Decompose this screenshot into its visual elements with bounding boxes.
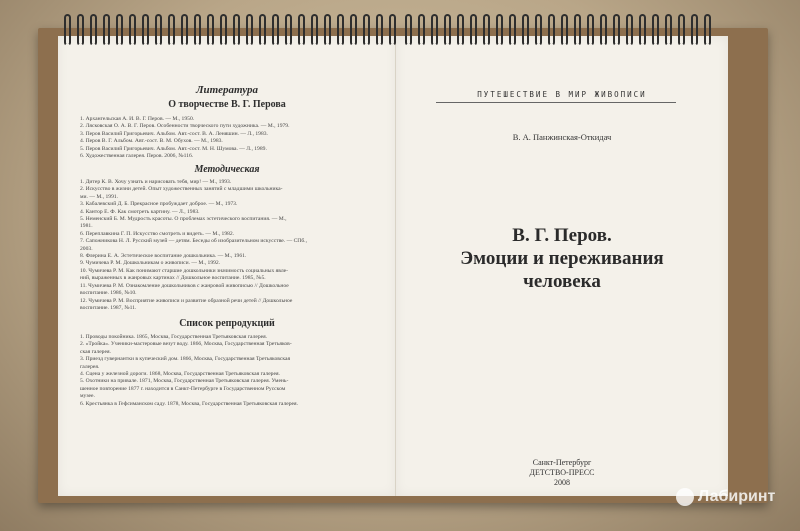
list-item: 5. Перов Василий Григорьевич. Альбом. Авт.-сост. М. Н. Шумова. — Л., 1989. [80, 145, 267, 152]
list-item: 7. Сапожникова Н. Л. Русский музей — детям. Беседы об изобразительном искусстве. — СПб., [80, 238, 307, 245]
binder-ring [626, 14, 633, 46]
binder-rings-right [405, 14, 711, 48]
binder-ring [64, 14, 71, 46]
binder-ring [129, 14, 136, 46]
binder-ring [194, 14, 201, 46]
list-item: 2. «Тройка». Ученики-мастеровые везут воду. 1866, Москва, Государственная Третьяков- [80, 341, 292, 348]
binder-ring [285, 14, 292, 46]
binder-ring [522, 14, 529, 46]
binder-ring [535, 14, 542, 46]
book-title-line-3: человека [523, 271, 601, 292]
list-item: 3. Кабалевский Д. Б. Прекрасное пробуждает доброе. — М., 1973. [80, 201, 238, 208]
reproductions-list [80, 334, 380, 408]
binder-ring [155, 14, 162, 46]
list-item: 2. Лясковская О. А. В. Г. Перов. Особенности творческого пути художника. — М., 1979. [80, 123, 290, 130]
list-item: 5. Охотники на привале. 1871, Москва, Государственная Третьяковская галерея. Умень- [80, 378, 289, 385]
left-page [58, 36, 396, 496]
list-item: 1. Архангельская А. И. В. Г. Перов. — М., 1950. [80, 116, 195, 122]
binder-ring [483, 14, 490, 46]
binder-ring [363, 14, 370, 46]
list-item: 8. Флерина Е. А. Эстетическое воспитание дошкольника. — М., 1961. [80, 253, 247, 260]
list-item: шенное повторение 1877 г. находится в Санкт-Петербурге в Государственном Русском [80, 385, 286, 392]
book-title-line-2: Эмоции и переживания [460, 248, 664, 269]
list-item: 9. Чумичева Р. М. Дошкольникам о живописи. — М., 1992. [80, 260, 221, 267]
watermark-text: Лабиринт [698, 488, 776, 505]
list-item: 1. Дитер К. В. Хочу узнать и нарисовать тебя, мир! — М., 1993. [80, 179, 232, 185]
binder-ring [168, 14, 175, 46]
list-item: воспитание. 1986, №10. [80, 290, 137, 297]
list-item: 4. Сцена у железной дороги. 1868, Москва, Государственная Третьяковская галерея. [80, 371, 280, 378]
methodical-heading: Методическая [194, 164, 260, 175]
binder-ring [350, 14, 357, 46]
binder-ring [311, 14, 318, 46]
binder-ring [233, 14, 240, 46]
list-item: ми. — М., 1991. [80, 193, 119, 200]
binder-ring [665, 14, 672, 46]
binder-rings-left [64, 14, 396, 48]
list-item: 4. Перов В. Г. Альбом. Авт.-сост. В. М. Обухов. — М., 1983. [80, 138, 223, 145]
binder-ring [561, 14, 568, 46]
binder-ring [639, 14, 646, 46]
literature-subheading: О творчестве В. Г. Перова [168, 99, 286, 110]
binder-ring [259, 14, 266, 46]
list-item: 10. Чумичева Р. М. Как понимают старшие дошкольники значимость социальных явле- [80, 267, 288, 274]
series-title: ПУТЕШЕСТВИЕ В МИР ЖИВОПИСИ [477, 90, 647, 99]
list-item: 6. Крестьянка в Гефсиманском саду. 1878, Москва, Государственная Третьяковская галерея. [80, 400, 298, 407]
binder-ring [207, 14, 214, 46]
literature-list [80, 116, 380, 160]
right-page [396, 36, 728, 496]
list-item: 6. Переплавкина Г. П. Искусство смотреть и видеть. — М., 1982. [80, 230, 235, 237]
binder-ring [587, 14, 594, 46]
binder-ring [548, 14, 555, 46]
binder-ring [77, 14, 84, 46]
list-item: 11. Чумичева Р. М. Ознакомление дошкольников с жанровой живописью // Дошкольное [80, 282, 289, 289]
binder-ring [142, 14, 149, 46]
binder-ring [496, 14, 503, 46]
list-item: 5. Неменский Б. М. Мудрость красоты. О проблемах эстетического воспитания. — М., [80, 216, 287, 223]
publisher-name: ДЕТСТВО-ПРЕСС [529, 468, 595, 477]
binder-ring [116, 14, 123, 46]
list-item: 2. Искусство в жизни детей. Опыт художественных занятий с младшими школьника- [80, 186, 283, 193]
binder-ring [444, 14, 451, 46]
list-item: 6. Художественная галерея. Перов. 2006, №116. [80, 153, 194, 160]
list-item: галерея. [80, 363, 100, 370]
literature-heading: Литература [196, 84, 258, 96]
binder-ring [457, 14, 464, 46]
binder-ring [652, 14, 659, 46]
list-item: ний, выраженных в жанровых картинах // Дошкольное воспитание. 1985, №5. [80, 275, 266, 282]
list-item: 3. Приезд гувернантки в купеческий дом. 1866, Москва, Государственная Третьяковская [80, 356, 291, 363]
binder-ring [600, 14, 607, 46]
list-item: 12. Чумичева Р. М. Восприятие живописи и развитие образной речи детей // Дошкольное [80, 297, 293, 304]
binder-ring [324, 14, 331, 46]
binder-ring [246, 14, 253, 46]
binder-ring [678, 14, 685, 46]
binder-ring [181, 14, 188, 46]
binder-ring [574, 14, 581, 46]
binder-ring [337, 14, 344, 46]
publication-year: 2008 [554, 478, 570, 487]
binder-ring [272, 14, 279, 46]
reproductions-heading: Список репродукций [179, 318, 275, 329]
list-item: музее. [80, 393, 95, 400]
binder-ring [509, 14, 516, 46]
binder-ring [431, 14, 438, 46]
list-item: 3. Перов Василий Григорьевич. Альбом. Авт.-сост. В. А. Леняшин. — Л., 1983. [80, 130, 268, 137]
binder-ring [220, 14, 227, 46]
list-item: 1. Проводы покойника. 1865, Москва, Государственная Третьяковская галерея. [80, 334, 268, 340]
list-item: воспитание. 1987, №11. [80, 304, 137, 311]
series-rule [436, 102, 676, 103]
binder-ring [405, 14, 412, 46]
binder-ring [418, 14, 425, 46]
publisher-city: Санкт-Петербург [532, 458, 592, 467]
list-item: 1981. [80, 223, 93, 230]
list-item: ская галерея. [80, 348, 111, 355]
binder-ring [298, 14, 305, 46]
binder-ring [704, 14, 711, 46]
methodical-list [80, 179, 380, 312]
binder-ring [691, 14, 698, 46]
labirint-logo-icon [676, 488, 694, 506]
binder-ring [389, 14, 396, 46]
binder-ring [90, 14, 97, 46]
list-item: 2003. [80, 245, 93, 252]
binder-ring [376, 14, 383, 46]
binder-ring [470, 14, 477, 46]
binder-ring [103, 14, 110, 46]
binder-ring [613, 14, 620, 46]
author: В. А. Панжинская-Откидач [512, 132, 612, 142]
list-item: 4. Кантор Е. Ф. Как смотреть картину. — Л., 1983. [80, 208, 200, 215]
watermark [676, 488, 775, 506]
book-title-line-1: В. Г. Перов. [512, 225, 612, 246]
